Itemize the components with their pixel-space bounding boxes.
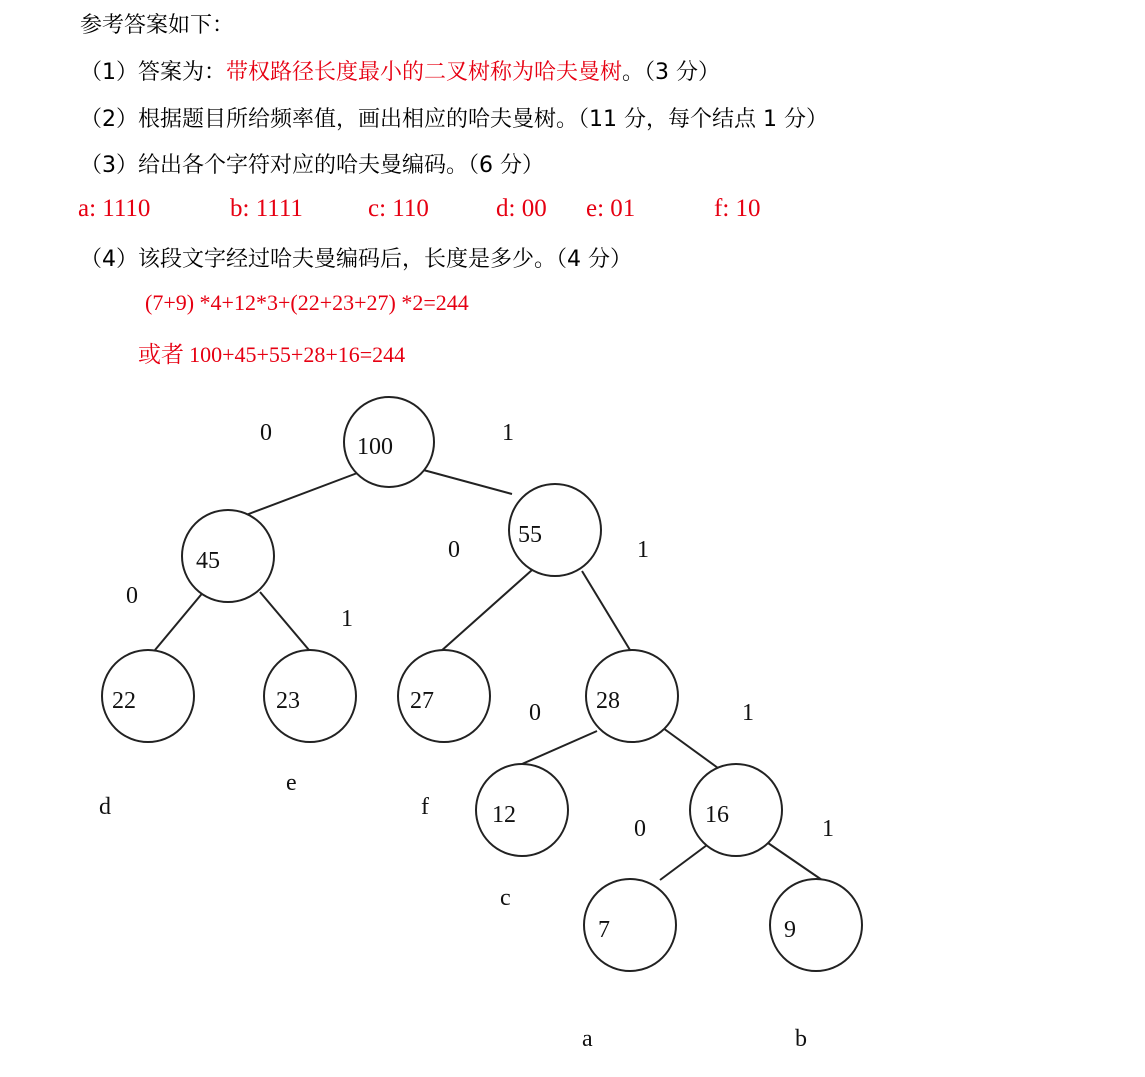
tree-node-16 xyxy=(690,764,782,856)
tree-node-28 xyxy=(586,650,678,742)
edge-label: 1 xyxy=(822,816,834,842)
tree-edge xyxy=(768,843,822,880)
tree-edge xyxy=(155,590,205,650)
tree-node-100 xyxy=(344,397,434,487)
tree-edge xyxy=(246,472,360,515)
q1-suffix: 。（3 分） xyxy=(622,60,721,85)
header-line: 参考答案如下： xyxy=(80,13,235,38)
q1-prefix: （1）答案为： xyxy=(80,60,226,85)
tree-node-7 xyxy=(584,879,676,971)
question-3: （3）给出各个字符对应的哈夫曼编码。（6 分） xyxy=(80,153,544,178)
leaf-letter-e: e xyxy=(286,770,297,796)
tree-node-55 xyxy=(509,484,601,576)
edge-label: 0 xyxy=(529,700,541,726)
tree-edge xyxy=(582,571,630,650)
leaf-letter-c: c xyxy=(500,885,511,911)
edge-label: 1 xyxy=(637,537,649,563)
node-value: 100 xyxy=(357,434,393,460)
tree-node-22 xyxy=(102,650,194,742)
leaf-letter-a: a xyxy=(582,1026,593,1052)
tree-edge xyxy=(260,592,309,650)
leaf-letter-d: d xyxy=(99,794,111,820)
calc2-expr: 100+45+55+28+16=244 xyxy=(189,342,406,367)
tree-node-45 xyxy=(182,510,274,602)
node-value: 12 xyxy=(492,802,516,828)
edge-label: 1 xyxy=(341,606,353,632)
tree-edge xyxy=(440,570,532,652)
node-value: 27 xyxy=(410,688,434,714)
node-value: 28 xyxy=(596,688,620,714)
node-value: 22 xyxy=(112,688,136,714)
node-value: 45 xyxy=(196,548,220,574)
tree-edge xyxy=(416,468,512,494)
code-d: d: 00 xyxy=(496,195,547,222)
tree-edge xyxy=(522,731,597,764)
code-a: a: 1110 xyxy=(78,195,151,222)
node-value: 7 xyxy=(598,917,610,943)
q1-answer: 带权路径长度最小的二叉树称为哈夫曼树 xyxy=(226,60,623,85)
tree-node-9 xyxy=(770,879,862,971)
tree-edge xyxy=(660,845,707,880)
edge-label: 0 xyxy=(634,816,646,842)
code-b: b: 1111 xyxy=(230,195,303,222)
leaf-letter-b: b xyxy=(795,1026,807,1052)
code-f: f: 10 xyxy=(714,195,761,222)
tree-node-12 xyxy=(476,764,568,856)
tree-node-27 xyxy=(398,650,490,742)
node-value: 9 xyxy=(784,917,796,943)
question-4: （4）该段文字经过哈夫曼编码后，长度是多少。（4 分） xyxy=(80,247,632,272)
leaf-letter-f: f xyxy=(421,794,429,820)
question-2: （2）根据题目所给频率值，画出相应的哈夫曼树。（11 分，每个结点 1 分） xyxy=(80,107,828,132)
edge-label: 1 xyxy=(742,700,754,726)
node-value: 16 xyxy=(705,802,729,828)
edge-label: 0 xyxy=(448,537,460,563)
edge-label: 0 xyxy=(126,583,138,609)
tree-node-23 xyxy=(264,650,356,742)
edge-label: 1 xyxy=(502,420,514,446)
tree-edge xyxy=(663,728,718,768)
code-e: e: 01 xyxy=(586,195,636,222)
edge-label: 0 xyxy=(260,420,272,446)
code-c: c: 110 xyxy=(368,195,429,222)
node-value: 23 xyxy=(276,688,300,714)
calc2-prefix: 或者 xyxy=(138,342,184,368)
node-value: 55 xyxy=(518,522,542,548)
calc-line-1: (7+9) *4+12*3+(22+23+27) *2=244 xyxy=(145,290,469,315)
